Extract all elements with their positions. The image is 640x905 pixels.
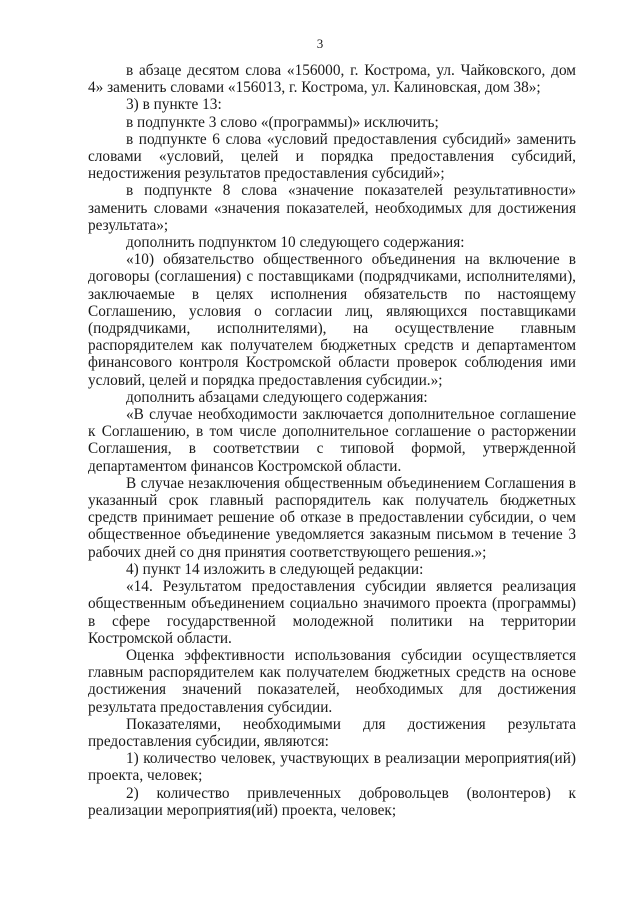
paragraph: «14. Результатом предоставления субсидии является реализация общественным объединением социально значимого проекта (программы) в сфере государственной молодежной политики на территории Костромской области. — [88, 578, 576, 647]
page-number: 3 — [316, 36, 324, 51]
paragraph: 1) количество человек, участвующих в реализации мероприятия(ий) проекта, человек; — [88, 750, 576, 785]
paragraph: 3) в пункте 13: — [126, 96, 222, 114]
paragraph: в подпункте 6 слова «условий предоставления субсидий» заменить словами «условий, целей и порядка предоставления субсидий, недостижения результатов предоставления субсидий»; — [88, 130, 576, 183]
paragraph: в подпункте 3 слово «(программы)» исключить; — [126, 113, 439, 131]
document-body — [88, 62, 576, 819]
paragraph: 2) количество привлеченных добровольцев (волонтеров) к реализации мероприятия(ий) проекта, человек; — [88, 784, 576, 819]
paragraph: «В случае необходимости заключается дополнительное соглашение к Соглашению, в том числе дополнительное соглашение о расторжении Соглашения, в соответствии с типовой формой, утвержденной департаментом финансов Костромской области. — [88, 406, 576, 475]
paragraph: 4) пункт 14 изложить в следующей редакции: — [126, 560, 424, 578]
paragraph: дополнить абзацами следующего содержания: — [126, 388, 428, 406]
paragraph: В случае незаключения общественным объединением Соглашения в указанный срок главный распорядитель как получатель бюджетных средств принимает решение об отказе в предоставлении субсидии, о чем общественное объединение уведомляется заказным письмом в течение 3 рабочих дней со дня принятия соответствующего решения.»; — [88, 474, 576, 561]
paragraph: «10) обязательство общественного объединения на включение в договоры (соглашения) с поставщиками (подрядчиками, исполнителями), заключаемые в целях исполнения обязательств по настоящему Соглашению, условия о согласии лиц, являющихся поставщиками (подрядчиками, исполнителями), на осуществление главным распорядителем как получателем бюджетных средств и департаментом финансового контроля Костромской области проверок соблюдения ими условий, целей и порядка предоставления субсидии.»; — [88, 251, 576, 389]
paragraph: Оценка эффективности использования субсидии осуществляется главным распорядителем как получателем бюджетных средств на основе достижения значений показателей, необходимых для достижения результата предоставления субсидии. — [88, 646, 576, 716]
paragraph: в подпункте 8 слова «значение показателей результативности» заменить словами «значения показателей, необходимых для достижения результата»; — [88, 182, 576, 234]
paragraph: дополнить подпунктом 10 следующего содержания: — [126, 234, 465, 252]
paragraph: в абзаце десятом слова «156000, г. Кострома, ул. Чайковского, дом 4» заменить словами «156013, г. Кострома, ул. Калиновская, дом 38»; — [88, 62, 576, 97]
paragraph: Показателями, необходимыми для достижения результата предоставления субсидии, являются: — [88, 715, 576, 750]
